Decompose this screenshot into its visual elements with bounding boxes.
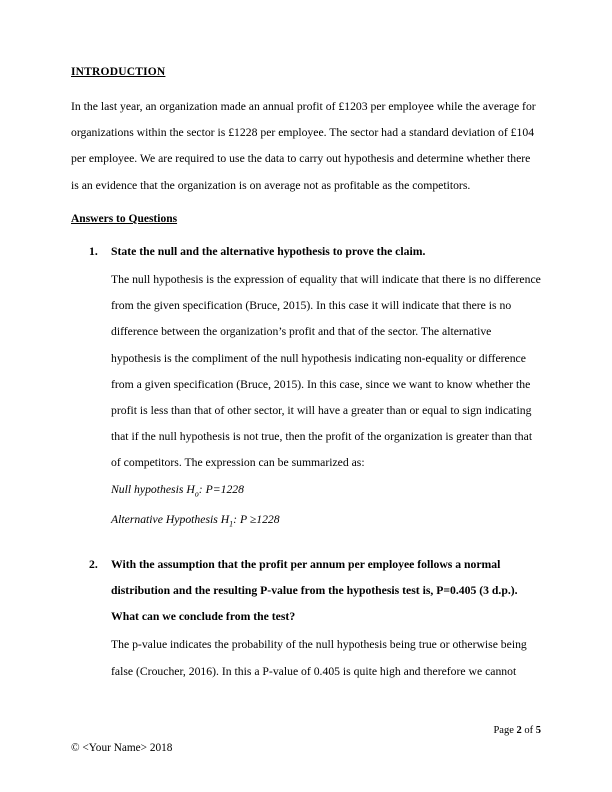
page-total: 5 xyxy=(535,725,541,736)
answers-subheading: Answers to Questions xyxy=(71,212,178,225)
null-hypothesis-formula xyxy=(111,477,541,508)
question-body: The null hypothesis is the expression of equality that will indicate that there is no difference from the given specification (Bruce, 2015). In this case it will indicate that there is no difference between the organization’s profit and that of the sector. The alternative hypothesis is the compliment of the null hypothesis indicating non-equality or difference from a given specification (Bruce, 2015). In this case, since we want to know whether the profit is less than that of other sector, it will have a greater than or equal to sign indicating that if the null hypothesis is not true, then the profit of the organization is greater than that of competitors. The expression can be summarized as: xyxy=(111,273,541,470)
formula-subscript: o xyxy=(194,488,199,498)
question-heading xyxy=(89,552,541,631)
intro-paragraph: In the last year, an organization made an annual profit of £1203 per employee while the average for organizations within the sector is £1228 per employee. The sector had a standard deviation of £104 per employee. We are required to use the data to carry out hypothesis and determine whether there is an evidence that the organization is on average not as profitable as the competitors. xyxy=(71,100,536,192)
alternative-hypothesis-formula xyxy=(111,507,541,538)
page-separator: of xyxy=(521,725,536,736)
formula-label: Null hypothesis H xyxy=(111,482,195,496)
page-footer xyxy=(71,725,541,754)
document-content xyxy=(71,66,541,691)
formula-relation: : P=1228 xyxy=(198,482,244,496)
page-prefix: Page xyxy=(493,725,517,736)
question-heading xyxy=(89,239,541,265)
formula-label: Alternative Hypothesis H xyxy=(111,513,230,527)
question-list xyxy=(71,239,541,685)
question-number: 2. xyxy=(89,557,98,571)
formula-subscript: 1 xyxy=(229,519,234,529)
list-item xyxy=(71,552,541,685)
question-prompt: State the null and the alternative hypothesis to prove the claim. xyxy=(111,244,426,258)
page-indicator xyxy=(493,725,541,736)
question-prompt: With the assumption that the profit per annum per employee follows a normal distribution and the resulting P-value from the hypothesis test is, P=0.405 (3 d.p.). What can we conclude from the test? xyxy=(111,557,518,624)
copyright-text: © <Your Name> 2018 xyxy=(71,742,173,754)
page-number: 2 xyxy=(516,725,522,736)
question-body: The p-value indicates the probability of the null hypothesis being true or otherwise being false (Croucher, 2016). In this a P-value of 0.405 is quite high and therefore we cannot xyxy=(111,638,527,678)
page-title: INTRODUCTION xyxy=(71,66,166,78)
formula-relation: : P ≥1228 xyxy=(233,513,280,527)
list-item xyxy=(71,239,541,538)
question-number: 1. xyxy=(89,244,98,258)
